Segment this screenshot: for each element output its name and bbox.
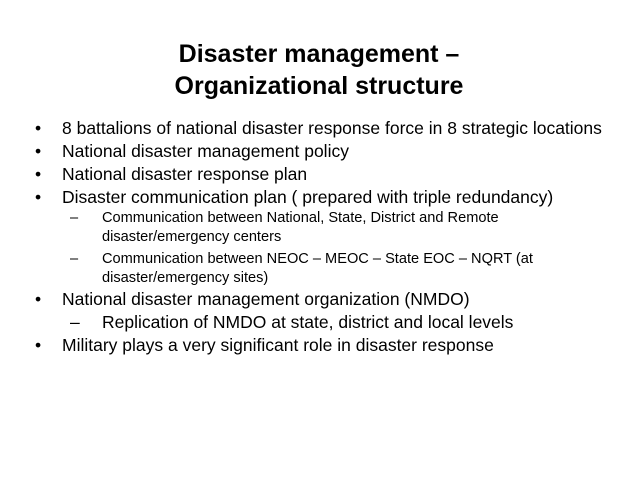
list-item-text: 8 battalions of national disaster response force in 8 strategic locations xyxy=(62,118,602,138)
bullet-list xyxy=(34,117,619,357)
list-item-text: National disaster response plan xyxy=(62,164,308,184)
list-item xyxy=(34,288,619,310)
list-item xyxy=(34,163,619,185)
dash-icon: – xyxy=(70,251,79,267)
list-item xyxy=(34,117,619,139)
bullet-icon: • xyxy=(35,187,42,207)
list-item-text: National disaster management organization (NMDO) xyxy=(62,289,470,309)
slide-title-line-2: Organizational structure xyxy=(174,72,464,100)
bullet-icon: • xyxy=(35,141,42,161)
list-item-text: Disaster communication plan ( prepared with triple redundancy) xyxy=(62,187,554,207)
bullet-icon: • xyxy=(35,289,42,309)
sub-list-item-text: Communication between NEOC – MEOC – State EOC – NQRT (at disaster/emergency sites) xyxy=(102,251,533,286)
slide-title-line-1: Disaster management – xyxy=(178,40,460,68)
bullet-icon: • xyxy=(35,118,42,138)
list-item-text: National disaster management policy xyxy=(62,141,349,161)
sub-list-item xyxy=(34,311,619,333)
sub-list-item-text: Communication between National, State, District and Remote disaster/emergency centers xyxy=(102,210,499,245)
sub-list-item-text: Replication of NMDO at state, district and local levels xyxy=(102,312,514,332)
sub-list-item xyxy=(34,250,619,287)
bullet-icon: • xyxy=(35,164,42,184)
list-item xyxy=(34,334,619,356)
list-item-text: Military plays a very significant role in disaster response xyxy=(62,335,494,355)
list-item xyxy=(34,186,619,208)
bullet-icon: • xyxy=(35,335,42,355)
list-item xyxy=(34,140,619,162)
slide-title xyxy=(0,38,638,102)
dash-icon: – xyxy=(70,210,79,226)
dash-icon: – xyxy=(70,312,80,332)
sub-list-item xyxy=(34,209,619,246)
